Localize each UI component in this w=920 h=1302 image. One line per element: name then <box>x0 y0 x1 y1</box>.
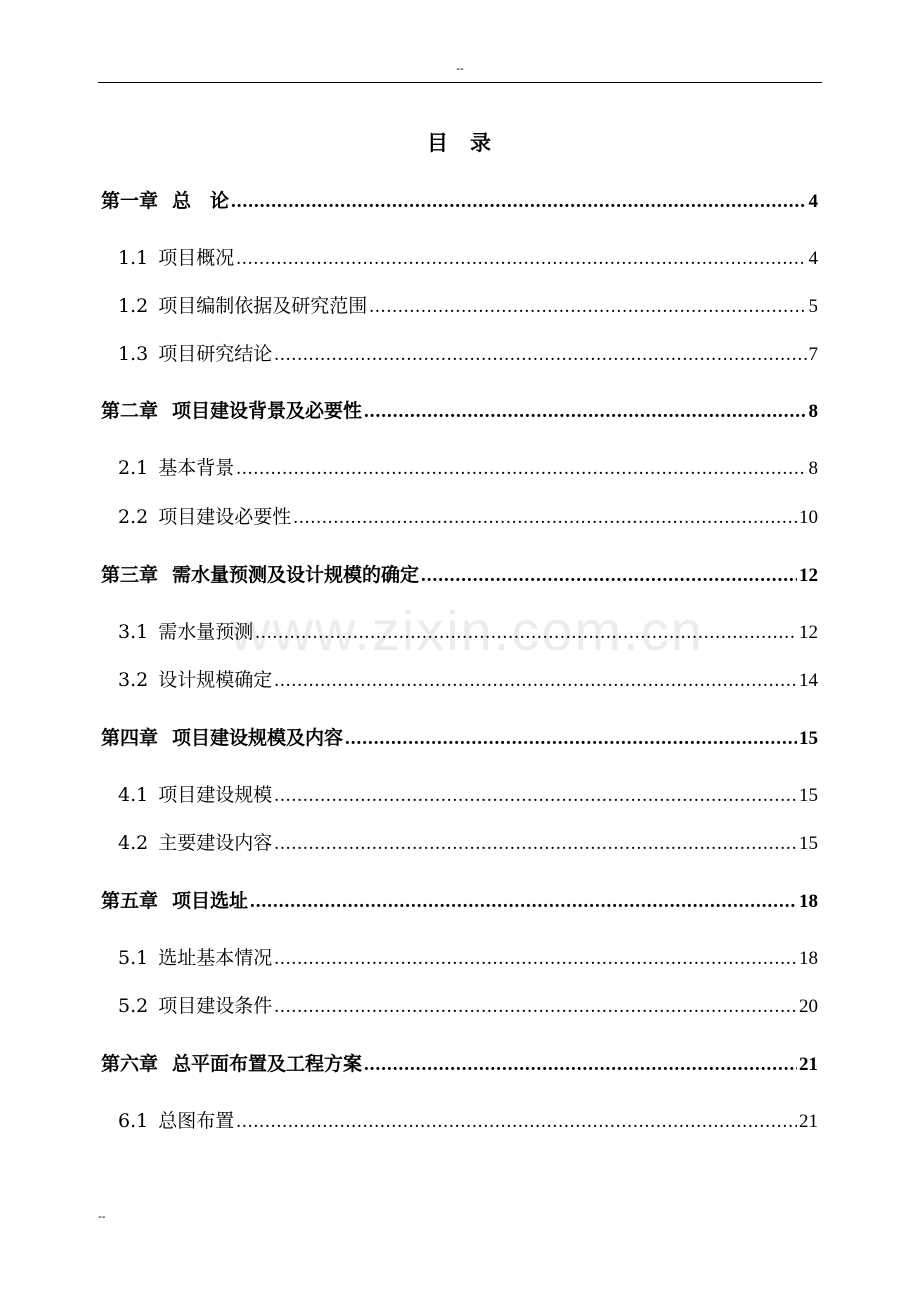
toc-entry-number: 第三章 <box>101 564 159 586</box>
toc-entry-title: 项目编制依据及研究范围 <box>158 295 368 317</box>
toc-entry-title: 选址基本情况 <box>158 947 273 969</box>
toc-entry-title: 总平面布置及工程方案 <box>172 1053 363 1075</box>
toc-entry-page: 14 <box>799 670 818 691</box>
dot-leader <box>345 724 797 754</box>
toc-entry-number: 第二章 <box>101 400 159 422</box>
toc-entry-page: 18 <box>799 891 818 912</box>
toc-entry-page: 20 <box>799 996 818 1017</box>
toc-entry-page: 15 <box>799 728 818 749</box>
toc-section-1-3[interactable] <box>118 339 818 369</box>
toc-entry-title: 项目研究结论 <box>158 343 273 365</box>
toc-entry-number: 5.1 <box>118 947 149 969</box>
toc-entry-title: 设计规模确定 <box>158 669 273 691</box>
toc-entry-number: 2.1 <box>118 457 149 479</box>
toc-entry-number: 4.1 <box>118 784 149 806</box>
footer-mark: -- <box>98 1210 106 1223</box>
toc-entry-page: 8 <box>808 458 818 479</box>
dot-leader <box>250 887 797 917</box>
toc-entry-title: 总图布置 <box>158 1110 235 1132</box>
toc-chapter-3[interactable] <box>101 560 818 590</box>
toc-entry-number: 第六章 <box>101 1053 159 1075</box>
dot-leader <box>274 666 797 696</box>
toc-chapter-1[interactable] <box>101 186 818 216</box>
toc-entry-number: 第一章 <box>101 190 159 212</box>
toc-entry-page: 4 <box>808 191 818 212</box>
dot-leader <box>274 781 797 811</box>
toc-entry-title: 项目建设必要性 <box>158 506 292 528</box>
toc-entry-number: 6.1 <box>118 1110 149 1132</box>
toc-entry-title: 项目建设背景及必要性 <box>172 400 363 422</box>
toc-entry-number: 1.1 <box>118 247 149 269</box>
toc-entry-number: 3.2 <box>118 669 149 691</box>
dot-leader <box>274 829 797 859</box>
dot-leader <box>236 454 806 484</box>
toc-entry-title: 主要建设内容 <box>158 832 273 854</box>
toc-chapter-4[interactable] <box>101 723 818 753</box>
toc-section-3-1[interactable] <box>118 617 818 647</box>
dot-leader <box>364 1050 797 1080</box>
toc-entry-number: 4.2 <box>118 832 149 854</box>
toc-entry-number: 5.2 <box>118 995 149 1017</box>
dot-leader <box>274 340 806 370</box>
toc-section-1-1[interactable] <box>118 243 818 273</box>
toc-title-left: 目 <box>427 130 450 155</box>
toc-entry-title: 基本背景 <box>158 457 235 479</box>
toc-entry-title: 项目选址 <box>172 890 249 912</box>
watermark: www.zixin.com.cn <box>230 599 704 662</box>
toc-entry-page: 21 <box>799 1054 818 1075</box>
toc-entry-page: 10 <box>799 507 818 528</box>
toc-entry-page: 7 <box>808 344 818 365</box>
toc-chapter-6[interactable] <box>101 1049 818 1079</box>
toc-entry-title: 需水量预测及设计规模的确定 <box>172 564 420 586</box>
toc-entry-title: 项目概况 <box>158 247 235 269</box>
toc-entry-page: 15 <box>799 785 818 806</box>
toc-entry-page: 5 <box>808 296 818 317</box>
dot-leader <box>274 992 797 1022</box>
toc-entry-title: 项目建设规模 <box>158 784 273 806</box>
toc-entry-page: 21 <box>799 1111 818 1132</box>
toc-entry-number: 第四章 <box>101 727 159 749</box>
toc-section-6-1[interactable] <box>118 1106 818 1136</box>
dot-leader <box>236 1107 797 1137</box>
toc-entry-title: 需水量预测 <box>158 621 254 643</box>
dot-leader <box>293 503 797 533</box>
dot-leader <box>274 944 797 974</box>
toc-entry-number: 第五章 <box>101 890 159 912</box>
toc-entry-page: 4 <box>808 248 818 269</box>
toc-section-4-1[interactable] <box>118 780 818 810</box>
toc-section-2-2[interactable] <box>118 502 818 532</box>
toc-entry-page: 18 <box>799 948 818 969</box>
toc-section-2-1[interactable] <box>118 453 818 483</box>
toc-entry-number: 1.2 <box>118 295 149 317</box>
toc-entry-number: 1.3 <box>118 343 149 365</box>
toc-entry-page: 12 <box>799 565 818 586</box>
toc-entry-number: 3.1 <box>118 621 149 643</box>
toc-section-5-1[interactable] <box>118 943 818 973</box>
dot-leader <box>364 397 806 427</box>
toc-entry-page: 8 <box>808 401 818 422</box>
dot-leader <box>369 292 806 322</box>
dot-leader <box>421 561 797 591</box>
toc-entry-title: 总 论 <box>172 190 230 212</box>
toc-entry-page: 15 <box>799 833 818 854</box>
toc-section-5-2[interactable] <box>118 991 818 1021</box>
toc-title-right: 录 <box>470 130 493 155</box>
toc-chapter-5[interactable] <box>101 886 818 916</box>
header-mark: -- <box>456 62 464 75</box>
toc-section-4-2[interactable] <box>118 828 818 858</box>
toc-entry-number: 2.2 <box>118 506 149 528</box>
toc-entry-title: 项目建设条件 <box>158 995 273 1017</box>
toc-entry-page: 12 <box>799 622 818 643</box>
dot-leader <box>236 244 806 274</box>
dot-leader <box>255 618 797 648</box>
toc-section-1-2[interactable] <box>118 291 818 321</box>
toc-chapter-2[interactable] <box>101 396 818 426</box>
dot-leader <box>231 187 806 217</box>
toc-entry-title: 项目建设规模及内容 <box>172 727 344 749</box>
toc-section-3-2[interactable] <box>118 665 818 695</box>
